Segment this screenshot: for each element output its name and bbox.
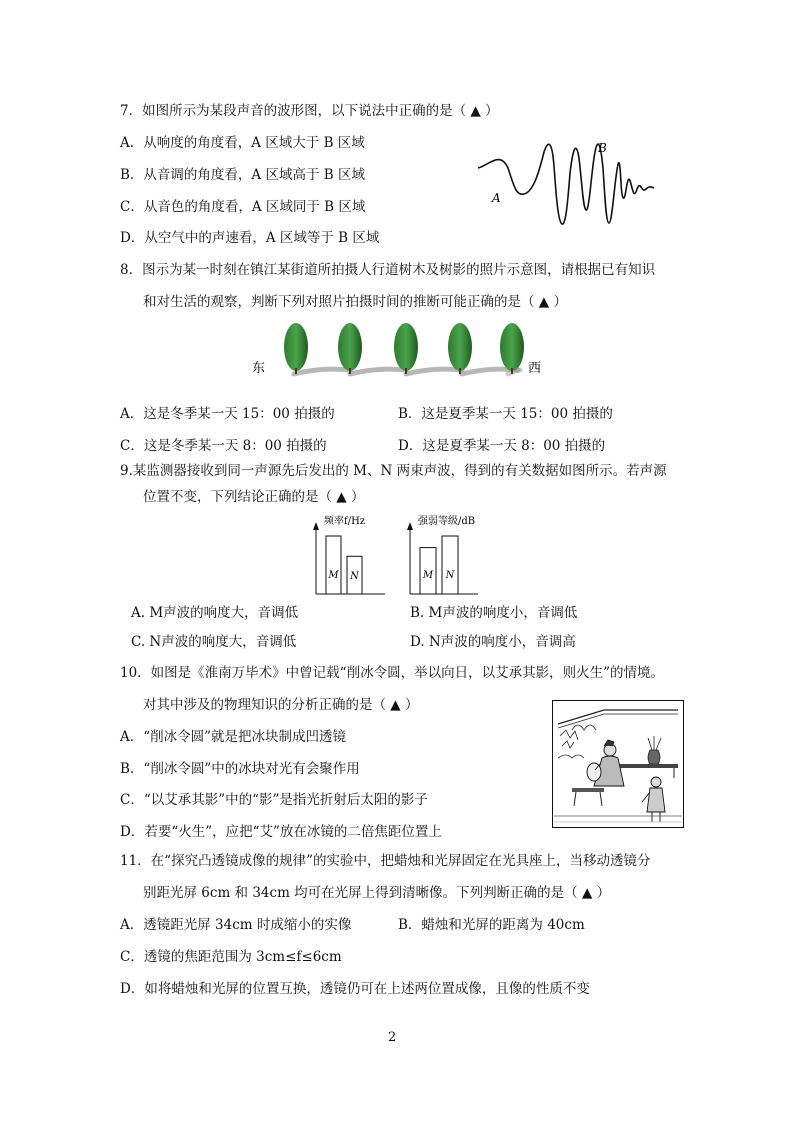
page-number: 2 [388, 1030, 397, 1045]
q8-option-d: D．这是夏季某一天 8：00 拍摄的 [398, 438, 606, 454]
tree-icon [284, 323, 308, 374]
q9-option-c: C. N声波的响度大，音调低 [131, 634, 297, 650]
q8-label-east: 东 [252, 361, 266, 376]
q10-stem-line1: 10．如图是《淮南万毕术》中曾记载“削冰令圆，举以向日，以艾承其影，则火生”的情境。 [120, 665, 664, 681]
q10-option-a: A．“削冰令圆”就是把冰块制成凹透镜 [120, 729, 347, 745]
q11-option-b: B．蜡烛和光屏的距离为 40cm [398, 917, 585, 933]
q10-illustration [552, 700, 684, 828]
q8-trees-figure [250, 322, 550, 382]
tree-shadow [350, 369, 406, 374]
q7-waveform-figure [478, 138, 663, 238]
q10-stem-line2: 对其中涉及的物理知识的分析正确的是（ ▲ ） [143, 697, 419, 713]
q9-option-a: A. M声波的响度大，音调低 [131, 605, 299, 621]
q7-waveform [478, 144, 654, 224]
tree-shadow [294, 369, 350, 374]
tree-icon [394, 323, 418, 374]
q8-stem-line1: 8．图示为某一时刻在镇江某街道所拍摄人行道树木及树影的照片示意图，请根据已有知识 [120, 262, 656, 278]
q7-option-d: D．从空气中的声速看，A 区域等于 B 区域 [120, 230, 380, 246]
bar-label-n: N [350, 571, 359, 583]
bar-label-m: M [422, 570, 434, 581]
q7-option-c: C．从音色的角度看，A 区域同于 B 区域 [120, 199, 366, 215]
q7-stem: 7．如图所示为某段声音的波形图，以下说法中正确的是（ ▲ ） [120, 103, 499, 119]
q11-stem-line1: 11．在“探究凸透镜成像的规律”的实验中，把蜡烛和光屏固定在光具座上，当移动透镜分 [120, 853, 651, 869]
q9-option-b: B. M声波的响度小，音调低 [410, 605, 578, 621]
tree-icon [500, 323, 524, 374]
bar-label-m: M [328, 570, 339, 581]
tree-icon [338, 323, 362, 374]
q7-label-b: B [598, 141, 607, 155]
q11-option-a: A．透镜距光屏 34cm 时成缩小的实像 [120, 917, 352, 933]
tree-shadow [406, 369, 462, 374]
q8-stem-line2: 和对生活的观察，判断下列对照片拍摄时间的推断可能正确的是（ ▲ ） [143, 294, 567, 310]
q11-stem-line2: 别距光屏 6cm 和 34cm 均可在光屏上得到清晰像。下列判断正确的是（ ▲ ） [143, 885, 611, 901]
tree-icon [448, 323, 472, 374]
q11-option-d: D．如将蜡烛和光屏的位置互换，透镜仍可在上述两位置成像，且像的性质不变 [120, 981, 590, 997]
q9-chart2-ylabel: 强弱等级/dB [418, 516, 476, 527]
q9-chart-frequency [310, 510, 390, 600]
q8-option-c: C．这是冬季某一天 8：00 拍摄的 [120, 438, 327, 454]
q9-stem-line2: 位置不变，下列结论正确的是（ ▲ ） [143, 489, 365, 505]
q10-option-c: C．“以艾承其影”中的“影”是指光折射后太阳的影子 [120, 792, 428, 808]
q8-option-b: B．这是夏季某一天 15：00 拍摄的 [398, 406, 613, 422]
q10-option-b: B．“削冰令圆”中的冰块对光有会聚作用 [120, 761, 360, 777]
q8-option-a: A．这是冬季某一天 15：00 拍摄的 [120, 406, 335, 422]
q7-option-a: A．从响度的角度看，A 区域大于 B 区域 [120, 135, 365, 151]
q7-label-a: A [492, 191, 501, 205]
q9-chart-loudness [400, 510, 490, 600]
q10-option-d: D．若要“火生”，应把“艾”放在冰镜的二倍焦距位置上 [120, 824, 442, 840]
bar-n [442, 536, 458, 594]
q7-option-b: B．从音调的角度看，A 区域高于 B 区域 [120, 167, 365, 183]
bar-m [326, 536, 341, 594]
bar-label-n: N [445, 570, 455, 581]
q8-label-west: 西 [528, 361, 542, 376]
q9-stem-line1: 9.某监测器接收到同一声源先后发出的 M、N 两束声波，得到的有关数据如图所示。若声源 [120, 463, 667, 479]
q9-option-d: D. N声波的响度小，音调高 [410, 634, 576, 650]
q11-option-c: C．透镜的焦距范围为 3cm≤f≤6cm [120, 949, 342, 965]
q9-chart1-ylabel: 频率f/Hz [324, 516, 366, 527]
